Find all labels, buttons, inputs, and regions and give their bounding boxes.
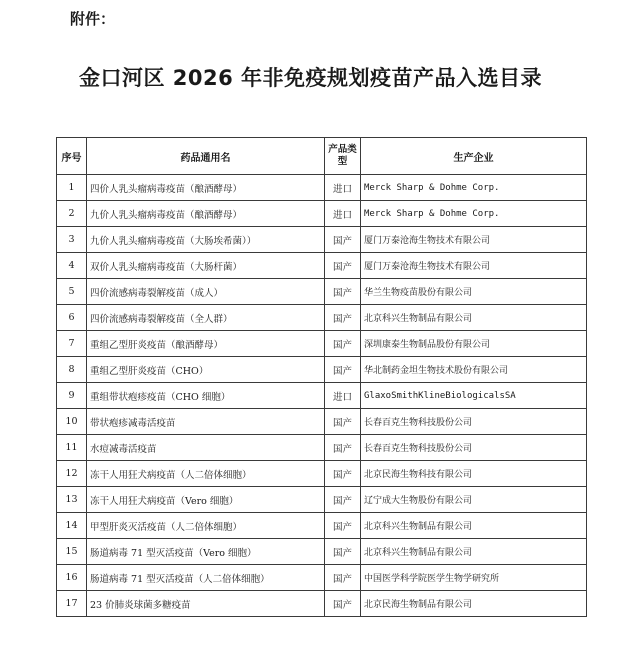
cell-type: 国产 <box>325 357 361 383</box>
header-name: 药品通用名 <box>87 138 325 175</box>
cell-type: 进口 <box>325 383 361 409</box>
cell-name: 冻干人用狂犬病疫苗（人二倍体细胞） <box>87 461 325 487</box>
cell-name: 重组乙型肝炎疫苗（酿酒酵母） <box>87 331 325 357</box>
table-row <box>57 331 587 357</box>
table-row <box>57 513 587 539</box>
cell-type: 进口 <box>325 175 361 201</box>
cell-manufacturer: 华兰生物疫苗股份有限公司 <box>361 279 587 305</box>
cell-type: 国产 <box>325 279 361 305</box>
cell-name: 四价人乳头瘤病毒疫苗（酿酒酵母） <box>87 175 325 201</box>
cell-type: 国产 <box>325 331 361 357</box>
cell-no: 17 <box>57 591 87 617</box>
cell-manufacturer: GlaxoSmithKlineBiologicalsSA <box>361 383 587 409</box>
cell-manufacturer: 深圳康泰生物制品股份有限公司 <box>361 331 587 357</box>
cell-no: 5 <box>57 279 87 305</box>
cell-no: 14 <box>57 513 87 539</box>
vaccine-catalog-table <box>56 137 587 617</box>
cell-no: 13 <box>57 487 87 513</box>
table-row <box>57 383 587 409</box>
cell-type: 国产 <box>325 513 361 539</box>
cell-type: 国产 <box>325 305 361 331</box>
header-no: 序号 <box>57 138 87 175</box>
cell-manufacturer: 厦门万泰沧海生物技术有限公司 <box>361 253 587 279</box>
cell-manufacturer: 辽宁成大生物股份有限公司 <box>361 487 587 513</box>
cell-type: 国产 <box>325 253 361 279</box>
cell-name: 九价人乳头瘤病毒疫苗（酿酒酵母） <box>87 201 325 227</box>
table-row <box>57 305 587 331</box>
header-type: 产品类型 <box>325 138 361 175</box>
table-body <box>57 175 587 617</box>
cell-type: 国产 <box>325 461 361 487</box>
cell-manufacturer: 华北制药金坦生物技术股份有限公司 <box>361 357 587 383</box>
cell-name: 肠道病毒 71 型灭活疫苗（人二倍体细胞） <box>87 565 325 591</box>
cell-manufacturer: Merck Sharp & Dohme Corp. <box>361 175 587 201</box>
cell-no: 10 <box>57 409 87 435</box>
cell-name: 双价人乳头瘤病毒疫苗（大肠杆菌） <box>87 253 325 279</box>
cell-manufacturer: 长春百克生物科技股份公司 <box>361 435 587 461</box>
cell-manufacturer: 北京科兴生物制品有限公司 <box>361 305 587 331</box>
table-row <box>57 409 587 435</box>
cell-no: 9 <box>57 383 87 409</box>
cell-manufacturer: 厦门万泰沧海生物技术有限公司 <box>361 227 587 253</box>
cell-name: 四价流感病毒裂解疫苗（成人） <box>87 279 325 305</box>
cell-type: 国产 <box>325 565 361 591</box>
header-manufacturer: 生产企业 <box>361 138 587 175</box>
cell-name: 重组乙型肝炎疫苗（CHO） <box>87 357 325 383</box>
table-row <box>57 279 587 305</box>
cell-no: 1 <box>57 175 87 201</box>
cell-no: 12 <box>57 461 87 487</box>
table-row <box>57 175 587 201</box>
attachment-label: 附件： <box>70 10 116 28</box>
cell-no: 2 <box>57 201 87 227</box>
cell-type: 国产 <box>325 435 361 461</box>
cell-name: 重组带状疱疹疫苗（CHO 细胞） <box>87 383 325 409</box>
page-title: 金口河区 2026 年非免疫规划疫苗产品入选目录 <box>78 66 543 90</box>
cell-type: 国产 <box>325 539 361 565</box>
table-row <box>57 461 587 487</box>
cell-type: 国产 <box>325 591 361 617</box>
cell-name: 肠道病毒 71 型灭活疫苗（Vero 细胞） <box>87 539 325 565</box>
cell-manufacturer: 中国医学科学院医学生物学研究所 <box>361 565 587 591</box>
cell-manufacturer: 北京科兴生物制品有限公司 <box>361 539 587 565</box>
cell-name: 23 价肺炎球菌多糖疫苗 <box>87 591 325 617</box>
table-row <box>57 487 587 513</box>
cell-no: 3 <box>57 227 87 253</box>
table-row <box>57 357 587 383</box>
cell-manufacturer: 长春百克生物科技股份公司 <box>361 409 587 435</box>
cell-no: 6 <box>57 305 87 331</box>
cell-no: 11 <box>57 435 87 461</box>
table-row <box>57 591 587 617</box>
cell-manufacturer: Merck Sharp & Dohme Corp. <box>361 201 587 227</box>
table-row <box>57 565 587 591</box>
cell-no: 8 <box>57 357 87 383</box>
cell-no: 4 <box>57 253 87 279</box>
cell-type: 国产 <box>325 409 361 435</box>
cell-type: 进口 <box>325 201 361 227</box>
table-row <box>57 227 587 253</box>
cell-no: 15 <box>57 539 87 565</box>
cell-name: 带状疱疹减毒活疫苗 <box>87 409 325 435</box>
cell-no: 7 <box>57 331 87 357</box>
table-header-row <box>57 138 587 175</box>
table-row <box>57 539 587 565</box>
cell-name: 九价人乳头瘤病毒疫苗（大肠埃希菌）） <box>87 227 325 253</box>
cell-name: 甲型肝炎灭活疫苗（人二倍体细胞） <box>87 513 325 539</box>
table-row <box>57 201 587 227</box>
cell-manufacturer: 北京民海生物制品有限公司 <box>361 591 587 617</box>
cell-manufacturer: 北京民海生物科技有限公司 <box>361 461 587 487</box>
cell-name: 四价流感病毒裂解疫苗（全人群） <box>87 305 325 331</box>
cell-type: 国产 <box>325 487 361 513</box>
table-row <box>57 435 587 461</box>
cell-name: 冻干人用狂犬病疫苗（Vero 细胞） <box>87 487 325 513</box>
table-row <box>57 253 587 279</box>
cell-no: 16 <box>57 565 87 591</box>
cell-manufacturer: 北京科兴生物制品有限公司 <box>361 513 587 539</box>
cell-type: 国产 <box>325 227 361 253</box>
cell-name: 水痘减毒活疫苗 <box>87 435 325 461</box>
